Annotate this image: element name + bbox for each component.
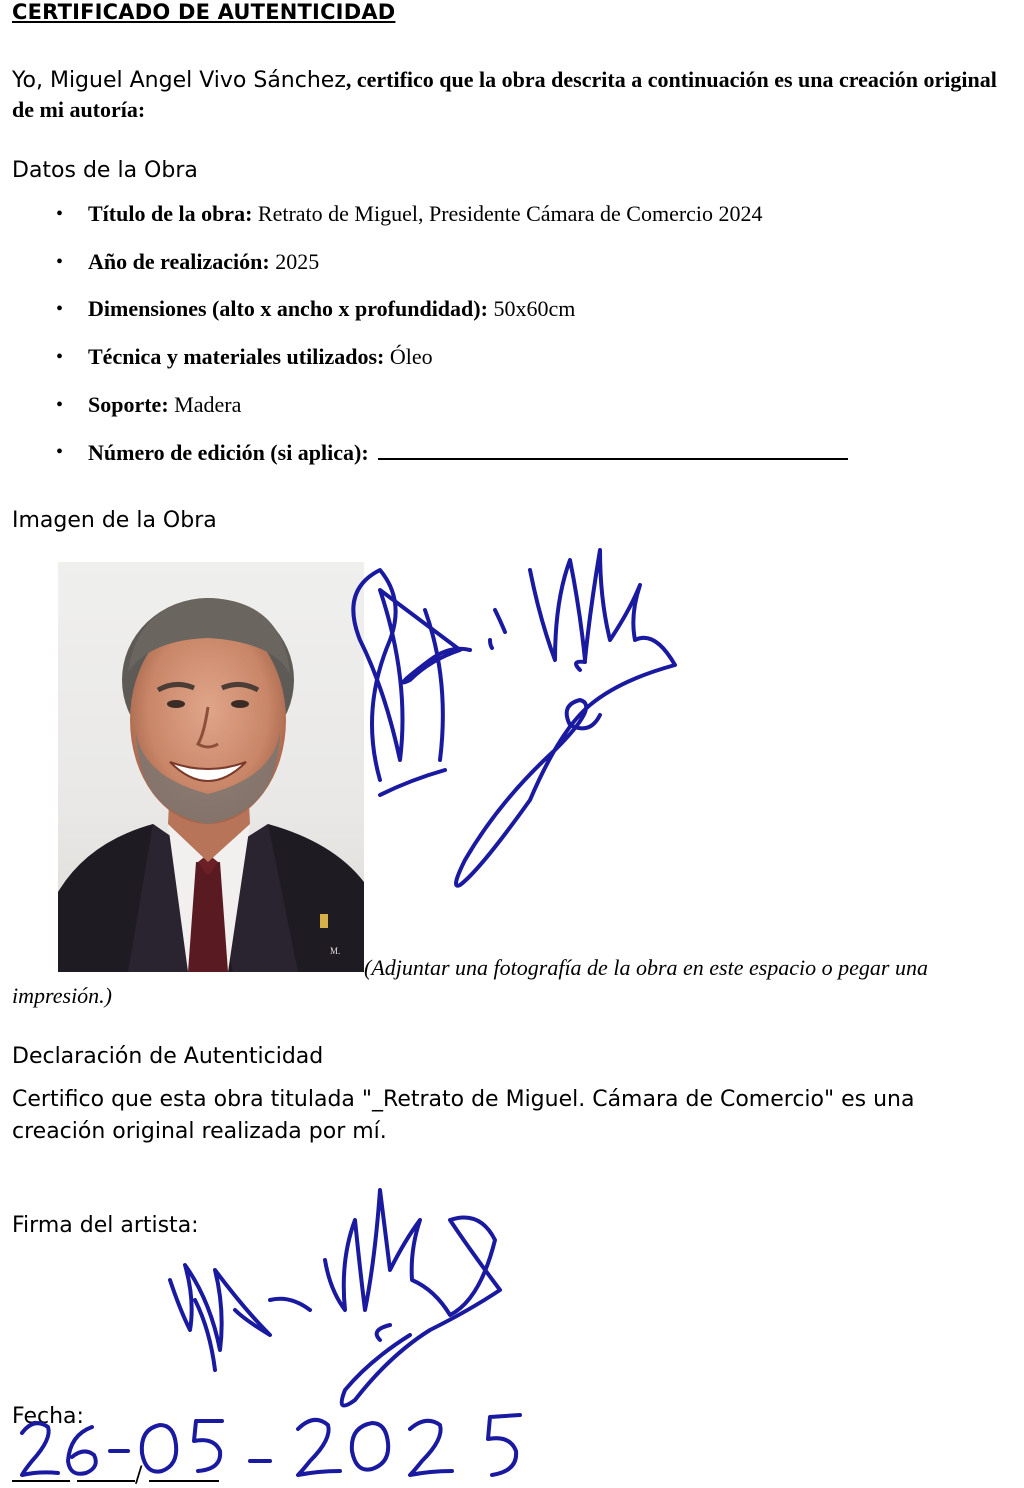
detail-value: Retrato de Miguel, Presidente Cámara de Comercio 2024	[257, 201, 763, 226]
detail-label: Título de la obra:	[88, 201, 253, 226]
svg-text:M.: M.	[330, 946, 341, 956]
detail-edition	[56, 438, 848, 486]
detail-label: Dimensiones (alto x ancho x profundidad):	[88, 296, 488, 322]
image-section-heading: Imagen de la Obra	[12, 508, 217, 533]
detail-value: Madera	[174, 391, 242, 417]
detail-label: Número de edición (si aplica):	[88, 440, 369, 466]
certification-text: , certifico que la obra descrita a continuación es una creación original de mi autoría:	[12, 67, 997, 122]
declaration-text: Certifico que esta obra titulada "_Retrato de Miguel. Cámara de Comercio" es una creación original realizada por mí.	[12, 1087, 915, 1144]
caption-text: (Adjuntar una fotografía de la obra en este espacio o pegar una impresión.)	[12, 955, 928, 1008]
detail-year	[56, 248, 848, 296]
signature-label: Firma del artista:	[12, 1213, 199, 1238]
bullet-icon: •	[56, 298, 64, 321]
date-label: Fecha:	[12, 1404, 84, 1429]
edition-blank-line	[378, 438, 848, 460]
detail-value: Óleo	[389, 344, 433, 370]
detail-label: Soporte:	[88, 391, 169, 417]
bullet-icon: •	[56, 203, 64, 225]
bullet-icon: •	[56, 393, 64, 416]
document-title: CERTIFICADO DE AUTENTICIDAD	[12, 0, 396, 24]
detail-label: Técnica y materiales utilizados:	[88, 344, 385, 370]
date-separator: /	[135, 1463, 143, 1488]
detail-dimensions	[56, 295, 848, 343]
handwritten-date	[10, 1405, 530, 1483]
detail-support	[56, 391, 848, 439]
intro-statement	[12, 66, 1012, 126]
bullet-icon: •	[56, 441, 64, 464]
detail-label: Año de realización:	[88, 248, 270, 274]
artist-signature-small	[150, 1160, 520, 1420]
artist-name-text: Yo, Miguel Angel Vivo Sánchez	[12, 68, 346, 93]
work-data-heading: Datos de la Obra	[12, 158, 198, 183]
detail-title	[56, 200, 848, 248]
bullet-icon: •	[56, 346, 64, 369]
declaration-heading: Declaración de Autenticidad	[12, 1044, 324, 1069]
detail-value: 2025	[275, 248, 320, 274]
detail-technique	[56, 343, 848, 391]
image-caption	[12, 954, 1012, 1010]
detail-value: 50x60cm	[493, 296, 576, 322]
work-details-list	[56, 200, 848, 486]
bullet-icon: •	[56, 250, 64, 273]
artist-signature-large	[300, 530, 700, 900]
